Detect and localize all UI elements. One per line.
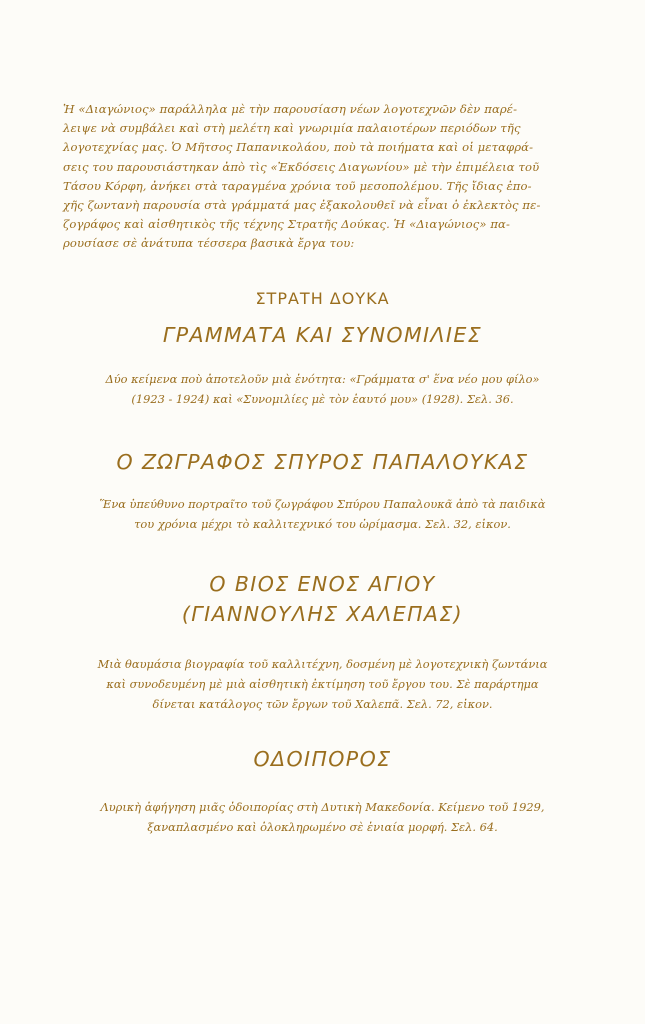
intro-line: λειψε νὰ συμβάλει καὶ στὴ μελέτη καὶ γνωριμία παλαιοτέρων περιόδων τῆς [63, 121, 521, 136]
book-subtitle: (ΓΙΑΝΝΟΥΛΗΣ ΧΑΛΕΠΑΣ) [181, 602, 464, 626]
book-description [60, 797, 585, 837]
intro-line: σεις του παρουσιάστηκαν ἀπὸ τὶς «Ἐκδόσεις Διαγωνίου» μὲ τὴν ἐπιμέλεια τοῦ [63, 159, 540, 174]
book-title: ΟΔΟΙΠΟΡΟΣ [253, 747, 392, 771]
intro-line: λογοτεχνίας μας. Ὁ Μῆτσος Παπανικολάου, ποὺ τὰ ποιήματα καὶ οἱ μεταφρά- [63, 140, 534, 155]
book-title: Ο ΒΙΟΣ ΕΝΟΣ ΑΓΙΟΥ [209, 572, 436, 596]
book-description-line: δίνεται κατάλογος τῶν ἔργων τοῦ Χαλεπᾶ. Σελ. 72, εἰκον. [152, 697, 493, 711]
book-title: ΓΡΑΜΜΑΤΑ ΚΑΙ ΣΥΝΟΜΙΛΙΕΣ [162, 323, 483, 347]
intro-paragraph [63, 100, 583, 254]
book-description [60, 654, 585, 714]
book-description [60, 494, 585, 534]
intro-line: ζογράφος καὶ αἰσθητικὸς τῆς τέχνης Στρατῆς Δούκας. Ἡ «Διαγώνιος» πα- [63, 217, 510, 232]
intro-line: Τάσου Κόρφη, ἀνήκει στὰ ταραγμένα χρόνια τοῦ μεσοπολέμου. Τῆς ἴδιας ἐπο- [63, 178, 532, 193]
intro-line: χῆς ζωντανὴ παρουσία στὰ γράμματά μας ἐξακολουθεῖ νὰ εἶναι ὁ ἐκλεκτὸς πε- [63, 198, 541, 213]
intro-line: Ἡ «Διαγώνιος» παράλληλα μὲ τὴν παρουσίαση νέων λογοτεχνῶν δὲν παρέ- [63, 102, 518, 116]
book-description [60, 369, 585, 409]
book-description-line: (1923 - 1924) καὶ «Συνομιλίες μὲ τὸν ἑαυτό μου» (1928). Σελ. 36. [131, 392, 514, 406]
book-description-line: του χρόνια μέχρι τὸ καλλιτεχνικό του ὡρίμασμα. Σελ. 32, εἰκον. [134, 517, 511, 531]
book-description-line: ξαναπλασμένο καὶ ὁλοκληρωμένο σὲ ἑνιαία μορφή. Σελ. 64. [147, 820, 498, 834]
author-name: ΣΤΡΑΤΗ ΔΟΥΚΑ [255, 289, 390, 308]
book-description-line: Λυρικὴ ἀφήγηση μιᾶς ὁδοιπορίας στὴ Δυτικὴ Μακεδονία. Κείμενο τοῦ 1929, [100, 800, 545, 814]
intro-line: ρουσίασε σὲ ἀνάτυπα τέσσερα βασικὰ ἔργα του: [63, 236, 355, 251]
book-description-line: Δύο κείμενα ποὺ ἀποτελοῦν μιὰ ἑνότητα: «Γράμματα σ' ἕνα νέο μου φίλο» [105, 372, 540, 386]
book-description-line: Ἕνα ὑπεύθυνο πορτραῖτο τοῦ ζωγράφου Σπύρου Παπαλουκᾶ ἀπὸ τὰ παιδικὰ [99, 497, 546, 511]
book-description-line: Μιὰ θαυμάσια βιογραφία τοῦ καλλιτέχνη, δοσμένη μὲ λογοτεχνικὴ ζωντάνια [97, 657, 548, 671]
book-title: Ο ΖΩΓΡΑΦΟΣ ΣΠΥΡΟΣ ΠΑΠΑΛΟΥΚΑΣ [116, 450, 529, 474]
book-description-line: καὶ συνοδευμένη μὲ μιὰ αἰσθητικὴ ἐκτίμηση τοῦ ἔργου του. Σὲ παράρτημα [106, 677, 539, 691]
